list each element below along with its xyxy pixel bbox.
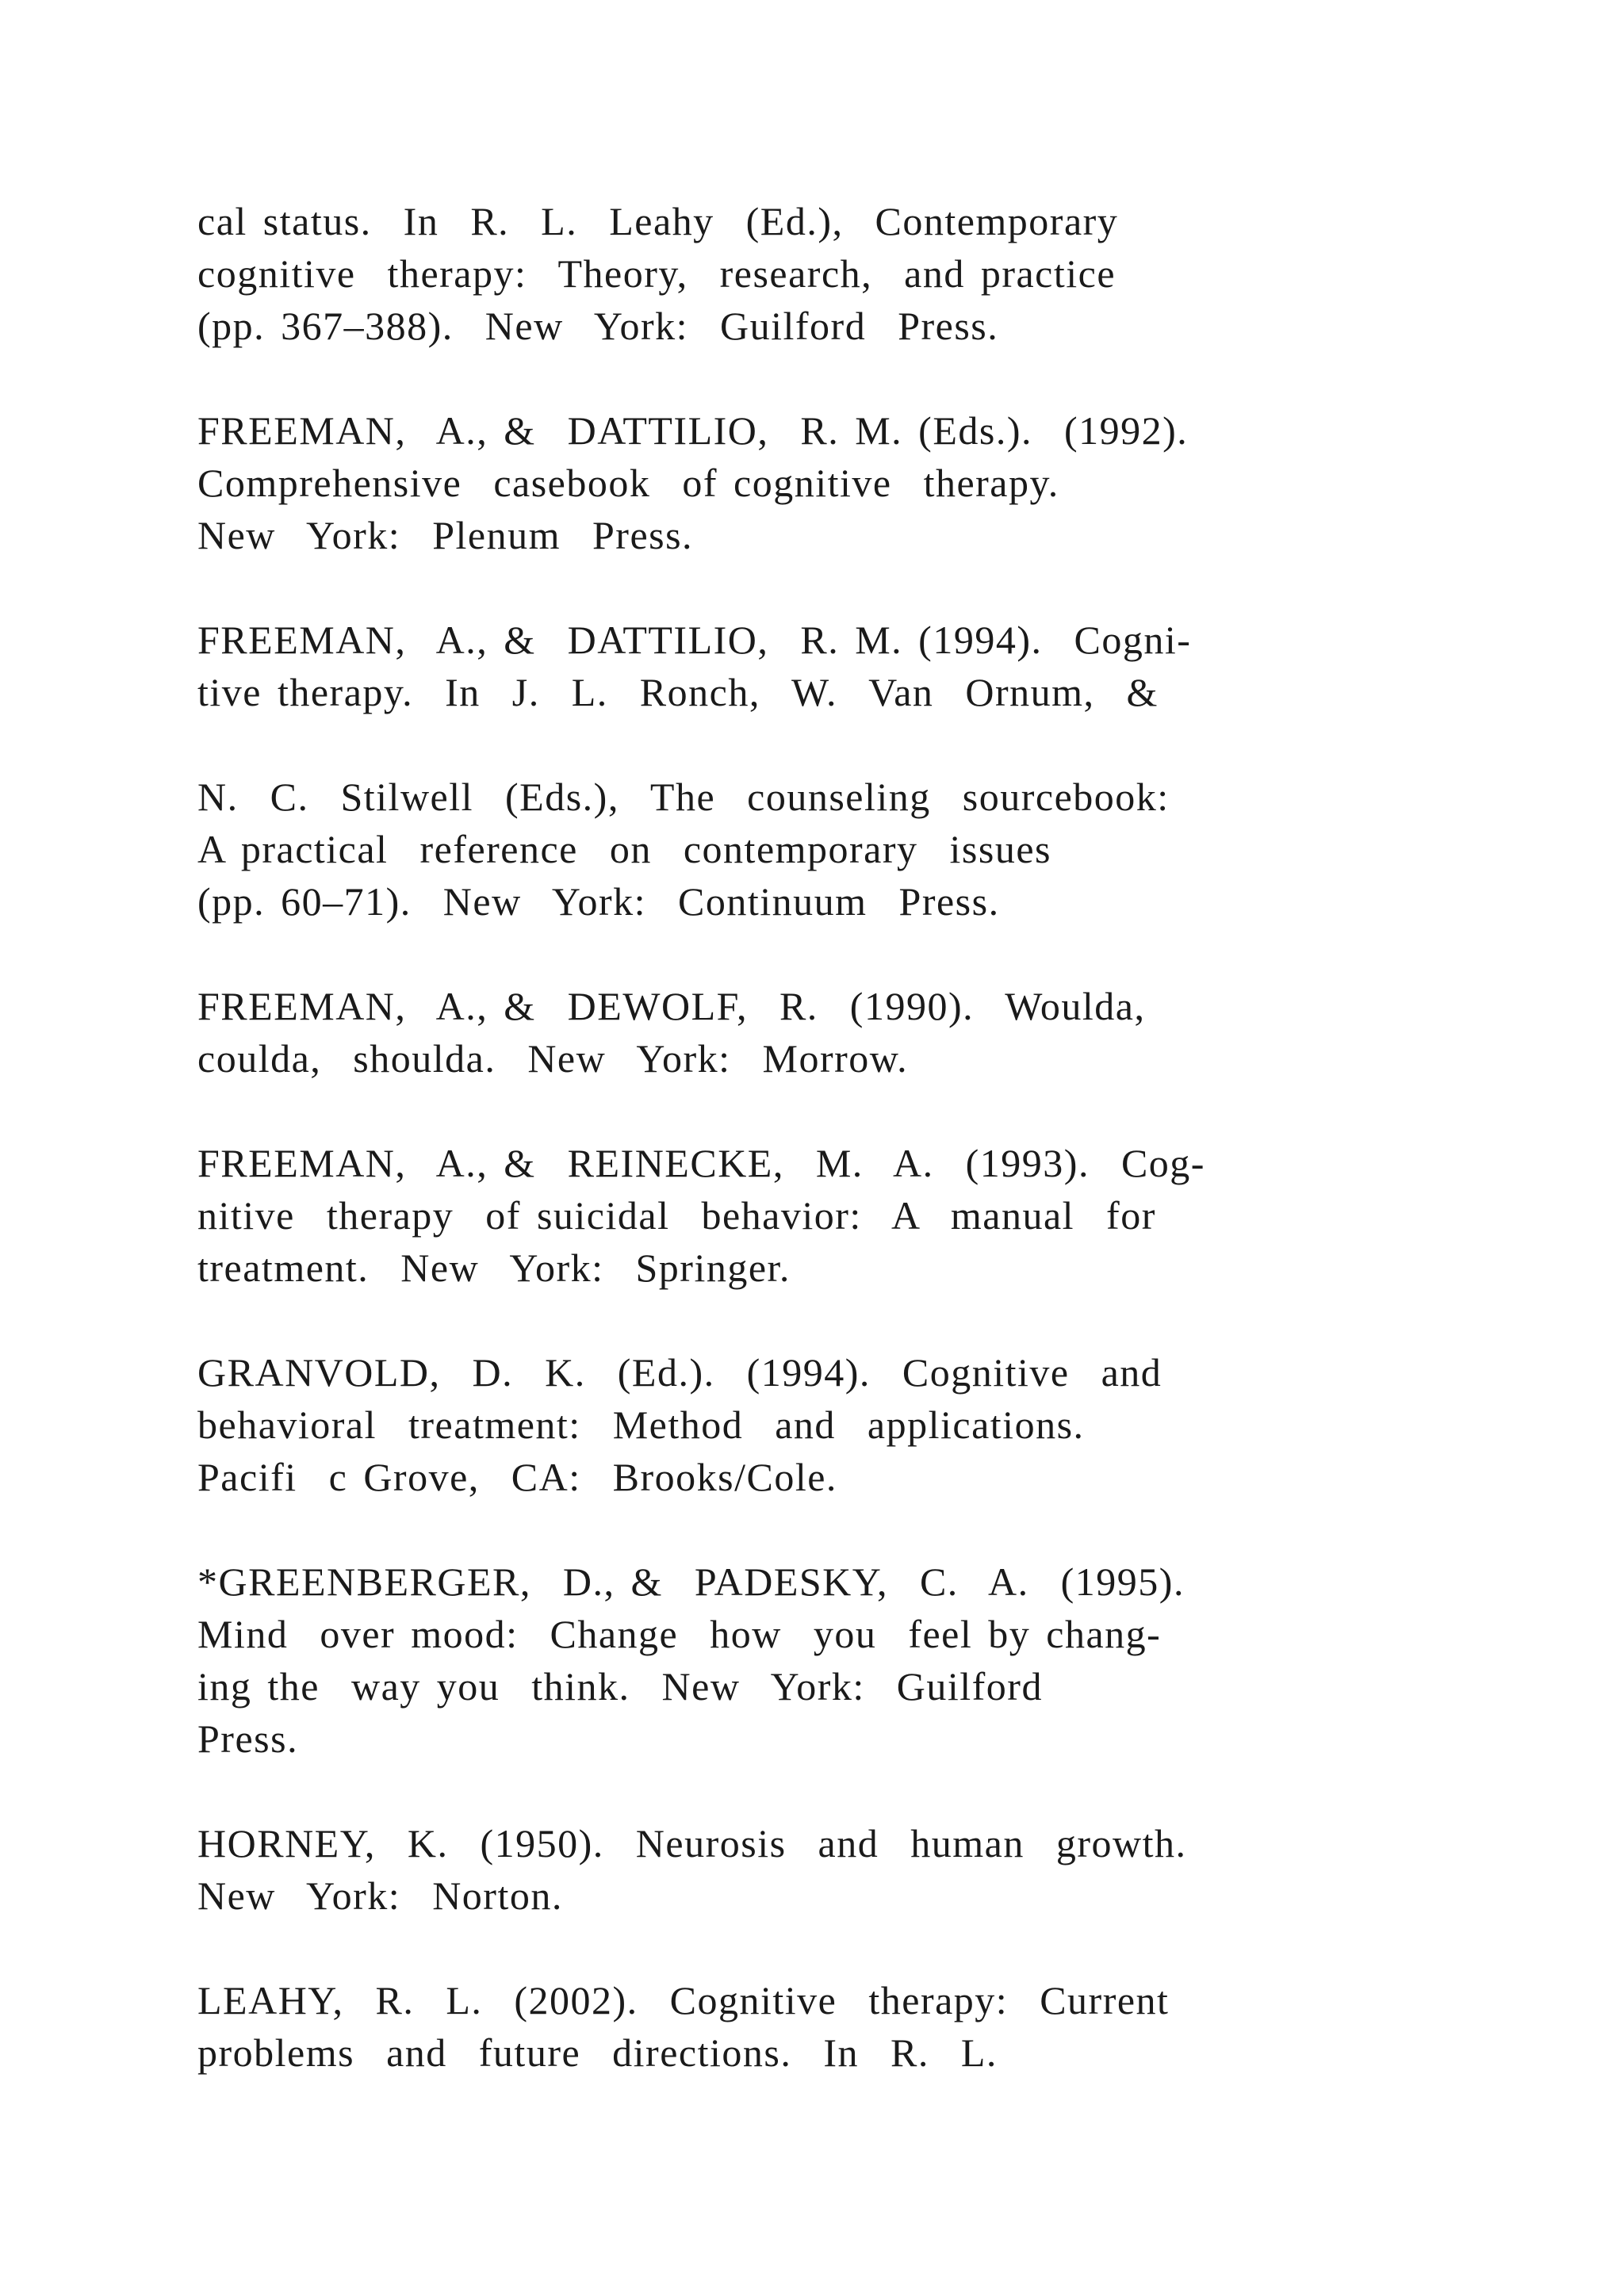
reference-line: FREEMAN, A., & DEWOLF, R. (1990). Woulda,: [197, 984, 1146, 1028]
reference-entry: [197, 980, 1466, 1085]
reference-line: ing the way you think. New York: Guilford: [197, 1664, 1043, 1709]
reference-line: HORNEY, K. (1950). Neurosis and human growth.: [197, 1821, 1187, 1866]
reference-entry: [197, 1137, 1466, 1294]
reference-line: FREEMAN, A., & REINECKE, M. A. (1993). Cog-: [197, 1141, 1205, 1185]
reference-line: New York: Norton.: [197, 1873, 563, 1918]
reference-line: cal status. In R. L. Leahy (Ed.), Contemporary: [197, 199, 1119, 243]
reference-line: cognitive therapy: Theory, research, and practice: [197, 251, 1116, 296]
reference-line: treatment. New York: Springer.: [197, 1246, 791, 1290]
reference-line: N. C. Stilwell (Eds.), The counseling sourcebook:: [197, 775, 1170, 819]
reference-line: (pp. 60–71). New York: Continuum Press.: [197, 879, 1000, 924]
reference-line: A practical reference on contemporary issues: [197, 827, 1051, 871]
reference-line: Pacifi c Grove, CA: Brooks/Cole.: [197, 1455, 837, 1499]
reference-line: coulda, shoulda. New York: Morrow.: [197, 1036, 909, 1081]
reference-line: behavioral treatment: Method and applications.: [197, 1402, 1085, 1447]
reference-entry: [197, 1556, 1466, 1765]
reference-entry: [197, 404, 1466, 561]
reference-line: nitive therapy of suicidal behavior: A manual for: [197, 1193, 1156, 1238]
reference-line: FREEMAN, A., & DATTILIO, R. M. (1994). Cogni-: [197, 618, 1192, 662]
reference-line: tive therapy. In J. L. Ronch, W. Van Ornum, &: [197, 670, 1159, 714]
reference-line: LEAHY, R. L. (2002). Cognitive therapy: Current: [197, 1978, 1170, 2022]
reference-list: [197, 195, 1466, 2131]
reference-entry: [197, 771, 1466, 928]
reference-line: Mind over mood: Change how you feel by chang-: [197, 1612, 1162, 1656]
reference-line: GRANVOLD, D. K. (Ed.). (1994). Cognitive and: [197, 1350, 1162, 1395]
reference-line: FREEMAN, A., & DATTILIO, R. M. (Eds.). (1992).: [197, 408, 1189, 453]
reference-entry: [197, 1974, 1466, 2079]
reference-line: New York: Plenum Press.: [197, 513, 694, 557]
reference-line: Comprehensive casebook of cognitive therapy.: [197, 461, 1059, 505]
reference-line: (pp. 367–388). New York: Guilford Press.: [197, 304, 999, 348]
reference-entry: [197, 1817, 1466, 1922]
reference-entry: [197, 614, 1466, 718]
reference-entry: [197, 1346, 1466, 1503]
reference-line: problems and future directions. In R. L.: [197, 2030, 998, 2075]
reference-line: *GREENBERGER, D., & PADESKY, C. A. (1995).: [197, 1559, 1185, 1604]
reference-line: Press.: [197, 1716, 299, 1761]
reference-entry: [197, 195, 1466, 352]
